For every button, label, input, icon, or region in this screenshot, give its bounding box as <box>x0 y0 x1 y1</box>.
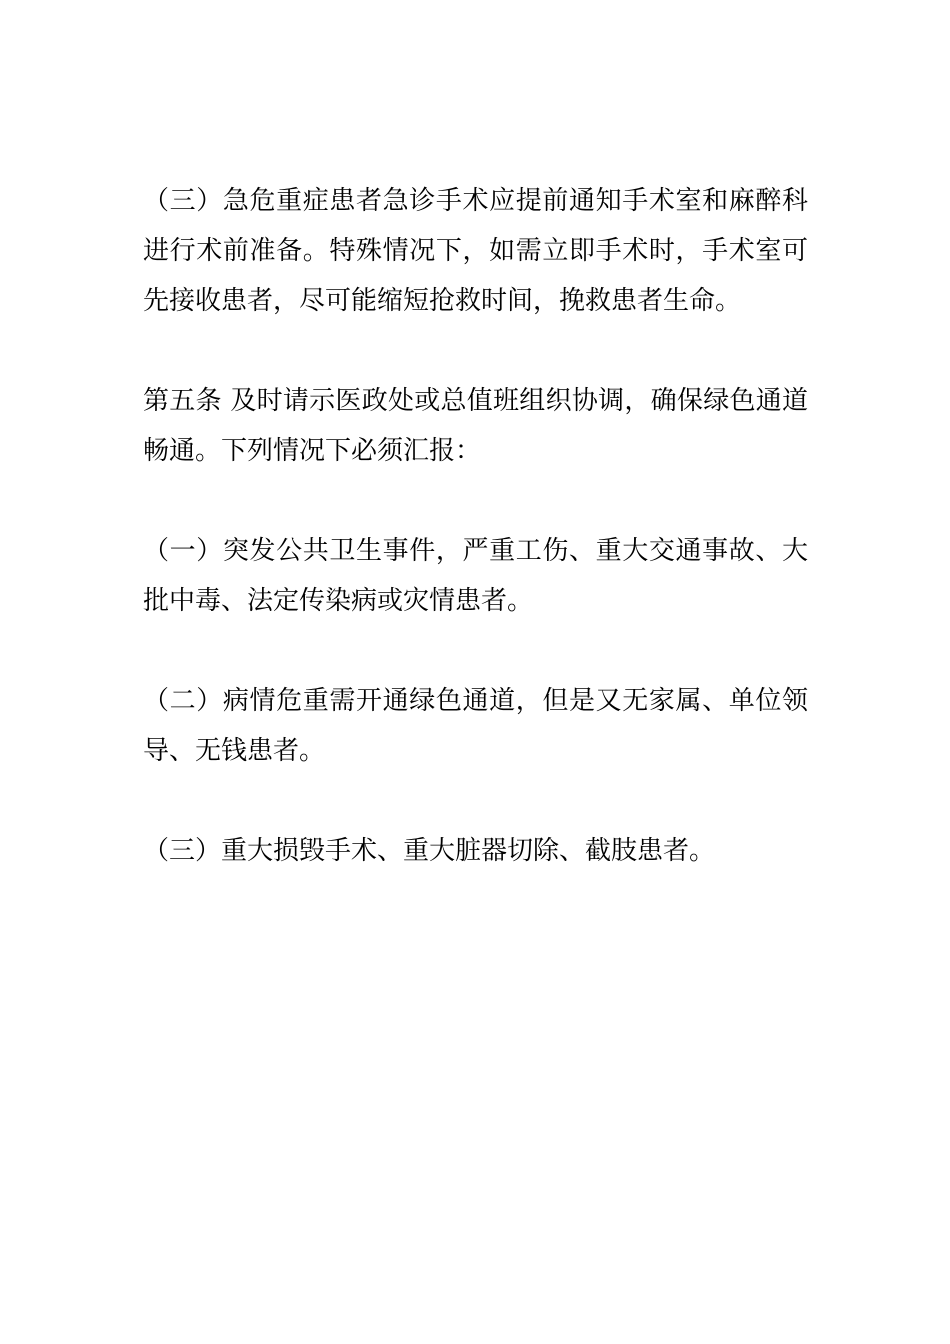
paragraph-emergency-surgery: （三）急危重症患者急诊手术应提前通知手术室和麻醉科进行术前准备。特殊情况下，如需立即手术时，手术室可先接收患者，尽可能缩短抢救时间，挽救患者生命。 <box>143 186 808 316</box>
paragraph-item-two: （二）病情危重需开通绿色通道，但是又无家属、单位领导、无钱患者。 <box>143 686 808 766</box>
paragraph-item-three: （三）重大损毁手术、重大脏器切除、截肢患者。 <box>143 836 716 866</box>
paragraph-item-one: （一）突发公共卫生事件，严重工伤、重大交通事故、大批中毒、法定传染病或灾情患者。 <box>143 536 808 616</box>
document-body <box>143 176 808 926</box>
paragraph-article-five: 第五条 及时请示医政处或总值班组织协调，确保绿色通道畅通。下列情况下必须汇报： <box>143 386 808 466</box>
